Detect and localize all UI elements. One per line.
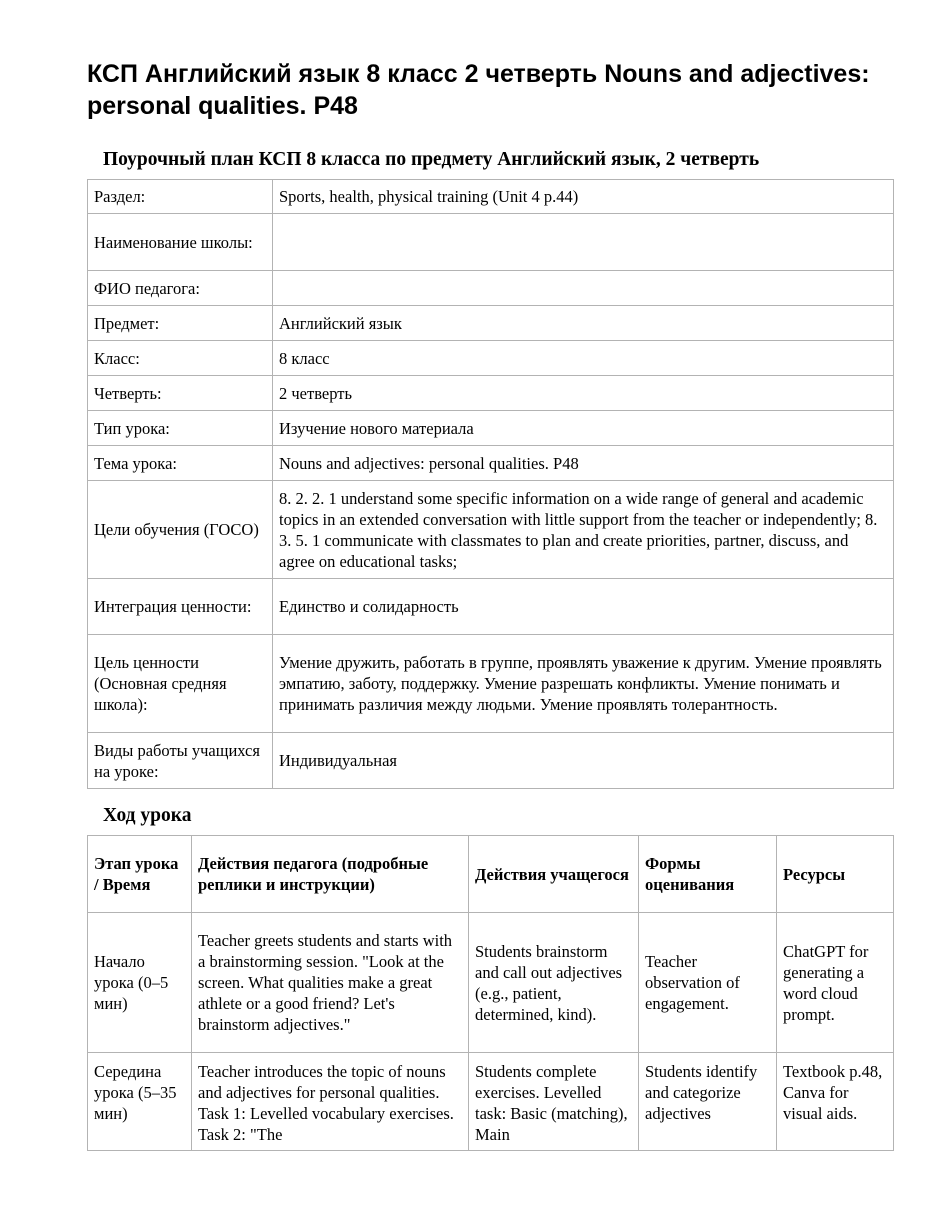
info-row-values-integration <box>88 579 894 635</box>
info-row-school <box>88 214 894 271</box>
plan-heading: Поурочный план КСП 8 класса по предмету Английский язык, 2 четверть <box>103 149 760 170</box>
info-value: Английский язык <box>273 306 894 341</box>
info-row-value-goal <box>88 635 894 733</box>
assessment-cell: Students identify and categorize adjectives <box>639 1053 777 1151</box>
info-value: Индивидуальная <box>273 733 894 789</box>
teacher-actions-cell: Teacher greets students and starts with a brainstorming session. "Look at the screen. What qualities make a great athlete or a good friend? Let's brainstorm adjectives." <box>192 913 469 1053</box>
lesson-flow-table <box>87 835 894 1151</box>
info-row-quarter <box>88 376 894 411</box>
info-row-topic <box>88 446 894 481</box>
header-teacher-actions: Действия педагога (подробные реплики и инструкции) <box>192 836 469 913</box>
info-label: Четверть: <box>88 376 273 411</box>
header-assessment: Формы оценивания <box>639 836 777 913</box>
lesson-flow-heading: Ход урока <box>103 805 192 826</box>
student-actions-cell: Students complete exercises. Levelled task: Basic (matching), Main <box>469 1053 639 1151</box>
info-value: Умение дружить, работать в группе, проявлять уважение к другим. Умение проявлять эмпатию, заботу, поддержку. Умение разрешать конфликты. Умение понимать и принимать различия между людьми. Умение проявлять толерантность. <box>273 635 894 733</box>
teacher-actions-cell: Teacher introduces the topic of nouns and adjectives for personal qualities. Task 1: Levelled vocabulary exercises. Task 2: "The <box>192 1053 469 1151</box>
resources-cell: ChatGPT for generating a word cloud prompt. <box>777 913 894 1053</box>
resources-cell: Textbook p.48, Canva for visual aids. <box>777 1053 894 1151</box>
stage-cell: Середина урока (5–35 мин) <box>88 1053 192 1151</box>
header-student-actions: Действия учащегося <box>469 836 639 913</box>
lesson-info-table <box>87 179 894 789</box>
info-label: Интеграция ценности: <box>88 579 273 635</box>
info-label: Тип урока: <box>88 411 273 446</box>
info-row-work-types <box>88 733 894 789</box>
info-label: ФИО педагога: <box>88 271 273 306</box>
info-row-lesson-type <box>88 411 894 446</box>
lesson-row <box>88 1053 894 1151</box>
info-row-section <box>88 180 894 214</box>
info-value: 8 класс <box>273 341 894 376</box>
info-label: Наименование школы: <box>88 214 273 271</box>
info-row-teacher <box>88 271 894 306</box>
info-value <box>273 214 894 271</box>
assessment-cell: Teacher observation of engagement. <box>639 913 777 1053</box>
info-value: Sports, health, physical training (Unit 4 p.44) <box>273 180 894 214</box>
header-stage: Этап урока / Время <box>88 836 192 913</box>
info-value: Единство и солидарность <box>273 579 894 635</box>
info-label: Предмет: <box>88 306 273 341</box>
lesson-header-row <box>88 836 894 913</box>
info-row-subject <box>88 306 894 341</box>
info-label: Виды работы учащихся на уроке: <box>88 733 273 789</box>
info-label: Класс: <box>88 341 273 376</box>
info-label: Цель ценности (Основная средняя школа): <box>88 635 273 733</box>
info-row-objectives <box>88 481 894 579</box>
info-label: Тема урока: <box>88 446 273 481</box>
info-value: Изучение нового материала <box>273 411 894 446</box>
info-value: 2 четверть <box>273 376 894 411</box>
info-value <box>273 271 894 306</box>
document-title: КСП Английский язык 8 класс 2 четверть Nouns and adjectives: personal qualities. P48 <box>87 60 870 120</box>
info-label: Раздел: <box>88 180 273 214</box>
info-value: 8. 2. 2. 1 understand some specific information on a wide range of general and academic topics in an extended conversation with little support from the teacher or independently; 8. 3. 5. 1 communicate with classmates to plan and create priorities, partner, discuss, and agree on educational tasks; <box>273 481 894 579</box>
info-row-grade <box>88 341 894 376</box>
stage-cell: Начало урока (0–5 мин) <box>88 913 192 1053</box>
header-resources: Ресурсы <box>777 836 894 913</box>
info-value: Nouns and adjectives: personal qualities. P48 <box>273 446 894 481</box>
student-actions-cell: Students brainstorm and call out adjectives (e.g., patient, determined, kind). <box>469 913 639 1053</box>
lesson-row <box>88 913 894 1053</box>
info-label: Цели обучения (ГОСО) <box>88 481 273 579</box>
